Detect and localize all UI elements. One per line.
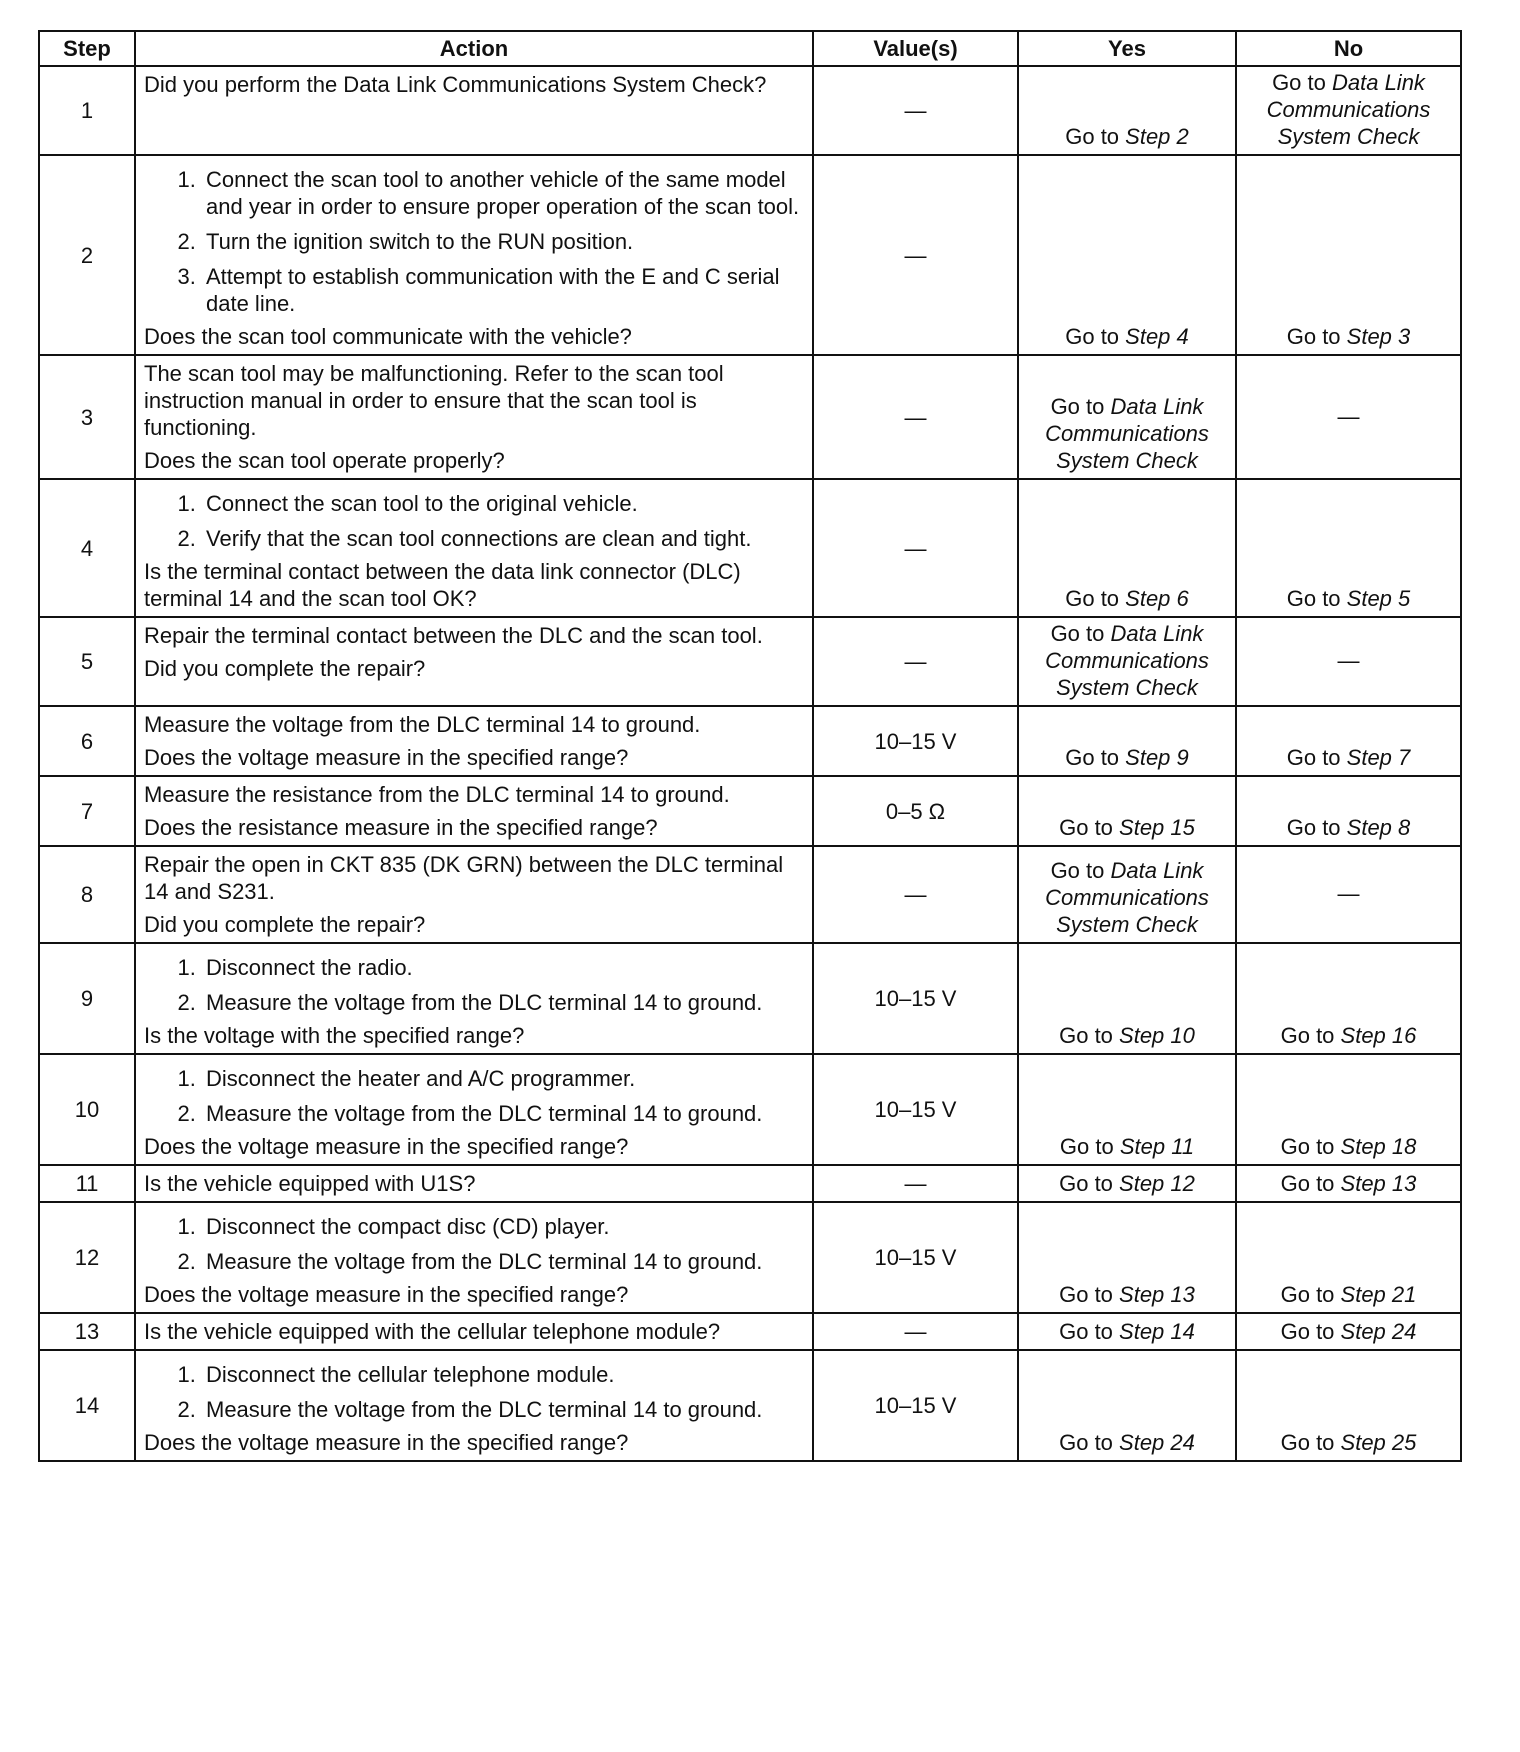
action-step-item: 2. Measure the voltage from the DLC terminal 14 to ground.: [202, 1100, 804, 1127]
no-cell-dash: —: [1337, 648, 1360, 673]
action-cell: [135, 66, 813, 155]
no-cell-prefix: Go to: [1286, 586, 1347, 611]
yes-cell-prefix: Go to: [1065, 745, 1126, 770]
no-cell-prefix: Go to: [1286, 815, 1347, 840]
step-number: 1: [39, 66, 135, 155]
no-cell-prefix: Go to: [1280, 1023, 1341, 1048]
step-number: 4: [39, 479, 135, 617]
yes-cell: [1018, 846, 1236, 943]
no-cell-prefix: Go to: [1280, 1171, 1341, 1196]
header-yes: Yes: [1018, 31, 1236, 66]
no-cell-link[interactable]: Step 5: [1346, 586, 1411, 611]
action-question: Is the voltage with the specified range?: [144, 1023, 525, 1048]
no-cell-link[interactable]: Step 24: [1340, 1319, 1417, 1344]
action-cell: [135, 155, 813, 355]
yes-cell-prefix: Go to: [1059, 1134, 1120, 1159]
action-steps-list: [144, 490, 804, 552]
no-cell: [1236, 1165, 1461, 1202]
no-cell-link[interactable]: Data Link Communications System Check: [1266, 70, 1431, 149]
value-cell: —: [813, 66, 1018, 155]
no-cell-prefix: Go to: [1286, 745, 1347, 770]
action-cell: [135, 706, 813, 776]
no-cell: [1236, 617, 1461, 706]
no-cell: [1236, 155, 1461, 355]
action-question: Does the voltage measure in the specified range?: [144, 1134, 629, 1159]
table-row: [39, 1313, 1461, 1350]
action-step-item: 2. Measure the voltage from the DLC terminal 14 to ground.: [202, 1248, 804, 1275]
no-cell: [1236, 1202, 1461, 1313]
action-cell: [135, 479, 813, 617]
action-question: Does the voltage measure in the specified range?: [144, 745, 629, 770]
no-cell-prefix: Go to: [1280, 1319, 1341, 1344]
yes-cell: [1018, 1202, 1236, 1313]
table-row: [39, 479, 1461, 617]
table-row: [39, 355, 1461, 479]
yes-cell-prefix: Go to: [1059, 1282, 1120, 1307]
action-question: Does the voltage measure in the specified range?: [144, 1282, 629, 1307]
table-body: [39, 66, 1461, 1461]
yes-cell-prefix: Go to: [1059, 1430, 1120, 1455]
step-number: 11: [39, 1165, 135, 1202]
diagnostic-table: [38, 30, 1462, 1462]
action-step-item: 1. Connect the scan tool to the original vehicle.: [202, 490, 804, 517]
yes-cell: [1018, 355, 1236, 479]
no-cell-link[interactable]: Step 3: [1346, 324, 1411, 349]
yes-cell: [1018, 706, 1236, 776]
action-question: Does the scan tool communicate with the vehicle?: [144, 324, 632, 349]
table-row: [39, 943, 1461, 1054]
yes-cell: [1018, 1313, 1236, 1350]
table-row: [39, 66, 1461, 155]
no-cell-link[interactable]: Step 13: [1340, 1171, 1417, 1196]
yes-cell: [1018, 66, 1236, 155]
step-number: 3: [39, 355, 135, 479]
action-question: Did you complete the repair?: [144, 912, 426, 937]
action-step-item: 1. Disconnect the cellular telephone module.: [202, 1361, 804, 1388]
header-no: No: [1236, 31, 1461, 66]
header-row: [39, 31, 1461, 66]
yes-cell-link[interactable]: Step 12: [1119, 1171, 1195, 1196]
action-text: Repair the terminal contact between the DLC and the scan tool.: [144, 623, 763, 648]
action-cell: [135, 846, 813, 943]
header-step: Step: [39, 31, 135, 66]
yes-cell: [1018, 1350, 1236, 1461]
yes-cell-prefix: Go to: [1065, 324, 1126, 349]
step-number: 5: [39, 617, 135, 706]
no-cell-prefix: Go to: [1272, 70, 1332, 95]
action-text: Did you perform the Data Link Communications System Check?: [144, 72, 767, 97]
yes-cell: [1018, 1054, 1236, 1165]
table-row: [39, 776, 1461, 846]
yes-cell: [1018, 479, 1236, 617]
yes-cell-link[interactable]: Data Link Communications System Check: [1045, 858, 1209, 937]
value-cell: —: [813, 155, 1018, 355]
action-step-item: 2. Turn the ignition switch to the RUN position.: [202, 228, 804, 255]
action-step-item: 1. Connect the scan tool to another vehicle of the same model and year in order to ensure proper operation of the scan tool.: [202, 166, 804, 220]
action-text: Is the vehicle equipped with the cellular telephone module?: [144, 1319, 721, 1344]
action-steps-list: [144, 166, 804, 317]
no-cell: [1236, 66, 1461, 155]
no-cell: [1236, 1313, 1461, 1350]
action-text: Measure the voltage from the DLC terminal 14 to ground.: [144, 712, 701, 737]
no-cell-link[interactable]: Step 21: [1340, 1282, 1417, 1307]
step-number: 13: [39, 1313, 135, 1350]
step-number: 6: [39, 706, 135, 776]
yes-cell-link[interactable]: Step 2: [1125, 124, 1189, 149]
table-row: [39, 155, 1461, 355]
table-row: [39, 846, 1461, 943]
value-cell: —: [813, 479, 1018, 617]
action-text: The scan tool may be malfunctioning. Refer to the scan tool instruction manual in order to ensure that the scan tool is functioning.: [144, 361, 724, 440]
no-cell-link[interactable]: Step 25: [1340, 1430, 1417, 1455]
yes-cell: [1018, 617, 1236, 706]
table-row: [39, 706, 1461, 776]
no-cell: [1236, 355, 1461, 479]
step-number: 14: [39, 1350, 135, 1461]
value-cell: —: [813, 1313, 1018, 1350]
action-step-item: 1. Disconnect the heater and A/C programmer.: [202, 1065, 804, 1092]
no-cell: [1236, 479, 1461, 617]
action-steps-list: [144, 1065, 804, 1127]
no-cell-prefix: Go to: [1280, 1430, 1341, 1455]
diagnostic-table-container: [38, 30, 1460, 1462]
table-row: [39, 1350, 1461, 1461]
yes-cell-prefix: Go to: [1065, 124, 1126, 149]
value-cell: —: [813, 355, 1018, 479]
table-row: [39, 1202, 1461, 1313]
action-text: Repair the open in CKT 835 (DK GRN) between the DLC terminal 14 and S231.: [144, 852, 784, 904]
yes-cell-link[interactable]: Step 14: [1119, 1319, 1195, 1344]
action-question: Is the terminal contact between the data link connector (DLC) terminal 14 and the scan tool OK?: [144, 559, 741, 611]
action-text: Measure the resistance from the DLC terminal 14 to ground.: [144, 782, 730, 807]
yes-cell-link[interactable]: Step 15: [1119, 815, 1195, 840]
no-cell: [1236, 1054, 1461, 1165]
yes-cell: [1018, 155, 1236, 355]
no-cell: [1236, 1350, 1461, 1461]
value-cell: 10–15 V: [813, 1054, 1018, 1165]
yes-cell: [1018, 943, 1236, 1054]
action-steps-list: [144, 1213, 804, 1275]
header-values: Value(s): [813, 31, 1018, 66]
no-cell-prefix: Go to: [1280, 1282, 1341, 1307]
action-step-item: 1. Disconnect the radio.: [202, 954, 804, 981]
no-cell: [1236, 943, 1461, 1054]
action-cell: [135, 1165, 813, 1202]
no-cell: [1236, 846, 1461, 943]
action-question: Did you complete the repair?: [144, 656, 426, 681]
action-cell: [135, 355, 813, 479]
step-number: 9: [39, 943, 135, 1054]
yes-cell-prefix: Go to: [1059, 815, 1120, 840]
step-number: 7: [39, 776, 135, 846]
no-cell-dash: —: [1337, 403, 1360, 429]
action-text: Is the vehicle equipped with U1S?: [144, 1171, 476, 1196]
value-cell: 10–15 V: [813, 706, 1018, 776]
yes-cell-link[interactable]: Step 4: [1125, 324, 1189, 349]
action-question: Does the voltage measure in the specified range?: [144, 1430, 629, 1455]
yes-cell-prefix: Go to: [1050, 394, 1111, 419]
no-cell-link[interactable]: Step 16: [1340, 1023, 1417, 1048]
yes-cell-prefix: Go to: [1050, 621, 1111, 646]
value-cell: 10–15 V: [813, 943, 1018, 1054]
action-step-item: 2. Verify that the scan tool connections are clean and tight.: [202, 525, 804, 552]
yes-cell-prefix: Go to: [1059, 1171, 1120, 1196]
yes-cell-prefix: Go to: [1065, 586, 1126, 611]
yes-cell-link[interactable]: Step 24: [1119, 1430, 1195, 1455]
yes-cell-prefix: Go to: [1050, 858, 1111, 883]
yes-cell-prefix: Go to: [1059, 1023, 1120, 1048]
header-action: Action: [135, 31, 813, 66]
yes-cell: [1018, 776, 1236, 846]
value-cell: —: [813, 846, 1018, 943]
no-cell: [1236, 776, 1461, 846]
action-steps-list: [144, 1361, 804, 1423]
action-step-item: 2. Measure the voltage from the DLC terminal 14 to ground.: [202, 1396, 804, 1423]
no-cell: [1236, 706, 1461, 776]
action-step-item: 3. Attempt to establish communication with the E and C serial date line.: [202, 263, 804, 317]
step-number: 2: [39, 155, 135, 355]
action-cell: [135, 617, 813, 706]
no-cell-dash: —: [1337, 881, 1360, 906]
step-number: 10: [39, 1054, 135, 1165]
yes-cell: [1018, 1165, 1236, 1202]
no-cell-link[interactable]: Step 18: [1340, 1134, 1417, 1159]
value-cell: —: [813, 617, 1018, 706]
yes-cell-prefix: Go to: [1059, 1319, 1120, 1344]
action-cell: [135, 1313, 813, 1350]
no-cell-link[interactable]: Step 8: [1346, 815, 1411, 840]
yes-cell-link[interactable]: Step 9: [1125, 745, 1189, 770]
value-cell: —: [813, 1165, 1018, 1202]
action-cell: [135, 1350, 813, 1461]
action-question: Does the resistance measure in the specified range?: [144, 815, 658, 840]
yes-cell-link[interactable]: Step 10: [1119, 1023, 1195, 1048]
action-steps-list: [144, 954, 804, 1016]
value-cell: 0–5 Ω: [813, 776, 1018, 846]
yes-cell-link[interactable]: Data Link Communications System Check: [1045, 621, 1209, 700]
yes-cell-link[interactable]: Data Link Communications System Check: [1045, 394, 1209, 473]
action-cell: [135, 943, 813, 1054]
action-question: Does the scan tool operate properly?: [144, 448, 505, 473]
step-number: 8: [39, 846, 135, 943]
yes-cell-link[interactable]: Step 13: [1119, 1282, 1195, 1307]
action-step-item: 1. Disconnect the compact disc (CD) player.: [202, 1213, 804, 1240]
yes-cell-link[interactable]: Step 6: [1125, 586, 1189, 611]
value-cell: 10–15 V: [813, 1350, 1018, 1461]
yes-cell-link[interactable]: Step 11: [1119, 1134, 1195, 1159]
step-number: 12: [39, 1202, 135, 1313]
value-cell: 10–15 V: [813, 1202, 1018, 1313]
action-cell: [135, 776, 813, 846]
no-cell-prefix: Go to: [1286, 324, 1347, 349]
action-step-item: 2. Measure the voltage from the DLC terminal 14 to ground.: [202, 989, 804, 1016]
action-cell: [135, 1054, 813, 1165]
table-row: [39, 1054, 1461, 1165]
no-cell-link[interactable]: Step 7: [1346, 745, 1411, 770]
table-row: [39, 1165, 1461, 1202]
table-row: [39, 617, 1461, 706]
no-cell-prefix: Go to: [1280, 1134, 1341, 1159]
action-cell: [135, 1202, 813, 1313]
